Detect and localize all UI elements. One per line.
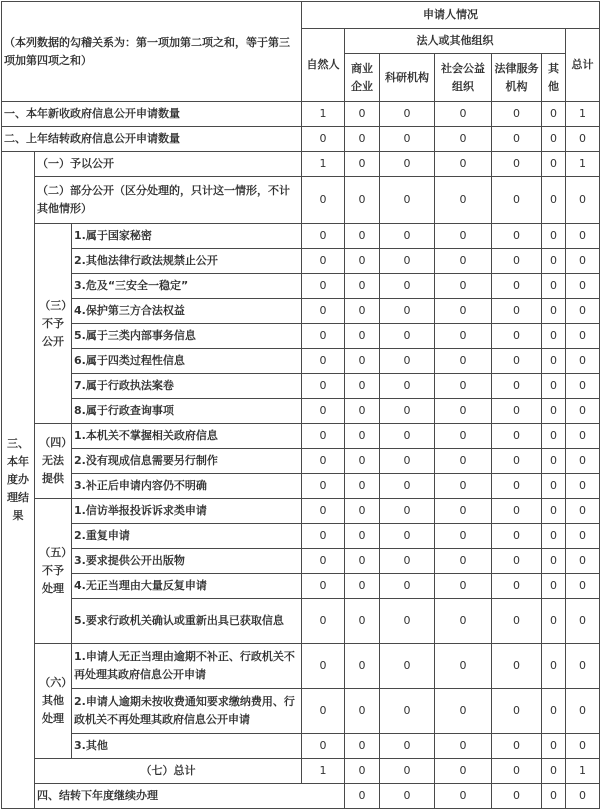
other-header: 其他 <box>542 54 566 102</box>
cell: 0 <box>345 177 380 224</box>
cell: 0 <box>302 249 345 274</box>
cell: 0 <box>302 349 345 374</box>
cell: 0 <box>542 759 566 784</box>
cell: 0 <box>302 274 345 299</box>
cell: 0 <box>345 549 380 574</box>
table-row <box>2 127 600 152</box>
cell: 0 <box>492 689 542 734</box>
cell: 0 <box>345 102 380 127</box>
natural-person-header: 自然人 <box>302 29 345 102</box>
row-label: （七）总计 <box>35 759 302 784</box>
cell: 0 <box>380 424 435 449</box>
cell: 0 <box>542 299 566 324</box>
cell: 0 <box>380 759 435 784</box>
table-row <box>2 474 600 499</box>
table-row <box>2 224 600 249</box>
cell: 0 <box>492 549 542 574</box>
table-row <box>2 299 600 324</box>
group4-label: （四）无法提供 <box>35 424 72 499</box>
row-label: 2.其他法律行政法规禁止公开 <box>72 249 302 274</box>
cell: 0 <box>302 299 345 324</box>
social-header: 社会公益组织 <box>435 54 492 102</box>
row-label: 5.要求行政机关确认或重新出具已获取信息 <box>72 599 302 644</box>
cell: 0 <box>302 474 345 499</box>
cell: 0 <box>435 152 492 177</box>
cell: 0 <box>542 374 566 399</box>
cell: 0 <box>566 474 600 499</box>
cell: 0 <box>345 224 380 249</box>
group5-label: （五）不予处理 <box>35 499 72 644</box>
cell: 0 <box>345 449 380 474</box>
table-row <box>2 689 600 734</box>
cell: 0 <box>492 152 542 177</box>
cell: 0 <box>542 399 566 424</box>
cell: 0 <box>566 249 600 274</box>
row-label: （二）部分公开（区分处理的，只计这一情形，不计其他情形） <box>35 177 302 224</box>
cell: 0 <box>380 734 435 759</box>
cell: 0 <box>566 374 600 399</box>
cell: 0 <box>542 177 566 224</box>
cell: 0 <box>435 574 492 599</box>
cell: 0 <box>302 374 345 399</box>
cell: 0 <box>345 474 380 499</box>
cell: 0 <box>435 399 492 424</box>
cell: 0 <box>435 734 492 759</box>
cell: 0 <box>566 224 600 249</box>
cell: 0 <box>566 784 600 809</box>
cell: 0 <box>492 734 542 759</box>
disclosure-stats-table <box>1 1 600 809</box>
legal-service-header: 法律服务机构 <box>492 54 542 102</box>
table-row <box>2 784 600 809</box>
cell: 0 <box>302 399 345 424</box>
cell: 0 <box>542 274 566 299</box>
cell: 0 <box>435 599 492 644</box>
table-row <box>2 249 600 274</box>
cell: 1 <box>566 152 600 177</box>
row-label: 1.申请人无正当理由逾期不补正、行政机关不再处理其政府信息公开申请 <box>72 644 302 689</box>
cell: 0 <box>302 324 345 349</box>
cell: 0 <box>435 549 492 574</box>
cell: 0 <box>345 759 380 784</box>
cell: 0 <box>380 399 435 424</box>
table-row <box>2 274 600 299</box>
cell: 0 <box>566 424 600 449</box>
cell: 0 <box>345 599 380 644</box>
cell: 0 <box>380 689 435 734</box>
cell: 0 <box>345 299 380 324</box>
table-row <box>2 177 600 224</box>
cell: 0 <box>380 449 435 474</box>
cell: 0 <box>542 349 566 374</box>
row-label: 1.信访举报投诉诉求类申请 <box>72 499 302 524</box>
cell: 0 <box>302 424 345 449</box>
cell: 0 <box>492 524 542 549</box>
table-row <box>2 734 600 759</box>
table-row <box>2 644 600 689</box>
cell: 0 <box>435 424 492 449</box>
cell: 0 <box>302 644 345 689</box>
cell: 0 <box>492 644 542 689</box>
table-row <box>2 102 600 127</box>
row-label: 3.其他 <box>72 734 302 759</box>
cell: 0 <box>380 349 435 374</box>
cell: 0 <box>542 474 566 499</box>
cell: 0 <box>542 499 566 524</box>
cell: 0 <box>435 784 492 809</box>
cell: 0 <box>302 499 345 524</box>
cell: 0 <box>492 127 542 152</box>
cell: 0 <box>566 734 600 759</box>
cell: 0 <box>345 499 380 524</box>
cell: 0 <box>492 499 542 524</box>
cell: 0 <box>542 644 566 689</box>
cell: 0 <box>345 644 380 689</box>
cell: 0 <box>492 599 542 644</box>
cell: 0 <box>380 374 435 399</box>
cell: 0 <box>380 784 435 809</box>
applicant-info-header: 申请人情况 <box>302 2 600 29</box>
commercial-header: 商业企业 <box>345 54 380 102</box>
cell: 0 <box>542 574 566 599</box>
cell: 0 <box>492 274 542 299</box>
cell: 0 <box>492 349 542 374</box>
cell: 0 <box>542 152 566 177</box>
row-label: 2.没有现成信息需要另行制作 <box>72 449 302 474</box>
cell: 0 <box>302 549 345 574</box>
row-label: 2.申请人逾期未按收费通知要求缴纳费用、行政机关不再处理其政府信息公开申请 <box>72 689 302 734</box>
row-label: 4.保护第三方合法权益 <box>72 299 302 324</box>
cell: 0 <box>492 324 542 349</box>
cell: 0 <box>380 574 435 599</box>
cell: 0 <box>492 249 542 274</box>
cell: 0 <box>380 299 435 324</box>
cell: 0 <box>435 759 492 784</box>
row-label: 二、上年结转政府信息公开申请数量 <box>2 127 302 152</box>
cell: 0 <box>380 102 435 127</box>
cell: 0 <box>302 574 345 599</box>
cell: 0 <box>380 474 435 499</box>
table-row <box>2 399 600 424</box>
cell: 0 <box>435 177 492 224</box>
cell: 0 <box>435 644 492 689</box>
row-label: 2.重复申请 <box>72 524 302 549</box>
cell: 0 <box>435 102 492 127</box>
cell: 1 <box>302 152 345 177</box>
cell: 0 <box>542 524 566 549</box>
cell: 0 <box>435 324 492 349</box>
cell: 0 <box>566 299 600 324</box>
cell: 0 <box>566 689 600 734</box>
row-label: 7.属于行政执法案卷 <box>72 374 302 399</box>
cell: 0 <box>542 689 566 734</box>
table-row <box>2 499 600 524</box>
cell: 0 <box>302 734 345 759</box>
cell: 0 <box>566 524 600 549</box>
cell: 0 <box>302 127 345 152</box>
cell: 0 <box>345 399 380 424</box>
cell: 0 <box>302 689 345 734</box>
cell: 0 <box>435 274 492 299</box>
cell: 0 <box>566 549 600 574</box>
row-label: 一、本年新收政府信息公开申请数量 <box>2 102 302 127</box>
row-label: 5.属于三类内部事务信息 <box>72 324 302 349</box>
cell: 0 <box>492 759 542 784</box>
cell: 0 <box>566 599 600 644</box>
cell: 0 <box>380 549 435 574</box>
cell: 1 <box>302 102 345 127</box>
cell: 0 <box>435 374 492 399</box>
cell: 0 <box>302 524 345 549</box>
cell: 0 <box>380 324 435 349</box>
table-row <box>2 349 600 374</box>
cell: 0 <box>435 127 492 152</box>
row-label: 1.本机关不掌握相关政府信息 <box>72 424 302 449</box>
cell: 0 <box>380 524 435 549</box>
cell: 0 <box>566 324 600 349</box>
row-label: 3.要求提供公开出版物 <box>72 549 302 574</box>
cell: 0 <box>542 127 566 152</box>
cell: 0 <box>542 102 566 127</box>
cell: 0 <box>435 224 492 249</box>
legal-group-header: 法人或其他组织 <box>345 29 566 54</box>
table-row <box>2 599 600 644</box>
cell: 0 <box>566 399 600 424</box>
row-label: 四、结转下年度继续办理 <box>35 784 345 809</box>
cell: 0 <box>566 499 600 524</box>
cell: 1 <box>302 759 345 784</box>
cell: 0 <box>302 177 345 224</box>
table-row <box>2 549 600 574</box>
cell: 0 <box>542 599 566 644</box>
cell: 0 <box>345 349 380 374</box>
cell: 0 <box>435 499 492 524</box>
table-row <box>2 152 600 177</box>
cell: 0 <box>542 734 566 759</box>
cell: 0 <box>380 152 435 177</box>
cell: 0 <box>542 224 566 249</box>
row-label: 3.危及“三安全一稳定” <box>72 274 302 299</box>
cell: 0 <box>542 549 566 574</box>
cell: 0 <box>380 274 435 299</box>
cell: 0 <box>492 449 542 474</box>
row-label: （一）予以公开 <box>35 152 302 177</box>
cell: 0 <box>566 644 600 689</box>
group3-label: （三）不予公开 <box>35 224 72 424</box>
cell: 0 <box>435 474 492 499</box>
row-label: 3.补正后申请内容仍不明确 <box>72 474 302 499</box>
cell: 0 <box>345 127 380 152</box>
cell: 0 <box>492 374 542 399</box>
row-label: 6.属于四类过程性信息 <box>72 349 302 374</box>
cell: 1 <box>566 759 600 784</box>
cell: 0 <box>566 349 600 374</box>
cell: 0 <box>380 224 435 249</box>
cell: 0 <box>345 274 380 299</box>
cell: 0 <box>435 349 492 374</box>
row-label: 8.属于行政查询事项 <box>72 399 302 424</box>
cell: 0 <box>492 784 542 809</box>
cell: 0 <box>345 524 380 549</box>
cell: 0 <box>345 574 380 599</box>
table-row <box>2 759 600 784</box>
cell: 0 <box>566 574 600 599</box>
cell: 0 <box>435 449 492 474</box>
cell: 0 <box>380 644 435 689</box>
cell: 0 <box>566 449 600 474</box>
cell: 0 <box>380 127 435 152</box>
table-row <box>2 374 600 399</box>
cell: 0 <box>345 734 380 759</box>
cell: 0 <box>492 102 542 127</box>
cell: 0 <box>435 299 492 324</box>
cell: 0 <box>345 689 380 734</box>
cell: 0 <box>302 449 345 474</box>
cell: 0 <box>542 424 566 449</box>
table-row <box>2 449 600 474</box>
cell: 0 <box>542 449 566 474</box>
cell: 0 <box>492 424 542 449</box>
research-header: 科研机构 <box>380 54 435 102</box>
row-label: 1.属于国家秘密 <box>72 224 302 249</box>
cell: 0 <box>492 474 542 499</box>
table-row <box>2 524 600 549</box>
cell: 0 <box>492 224 542 249</box>
cell: 0 <box>302 224 345 249</box>
cell: 0 <box>492 399 542 424</box>
cell: 0 <box>435 249 492 274</box>
total-header: 总计 <box>566 29 600 102</box>
cell: 0 <box>435 689 492 734</box>
cell: 0 <box>380 249 435 274</box>
cell: 0 <box>542 784 566 809</box>
cell: 0 <box>345 324 380 349</box>
cell: 0 <box>542 324 566 349</box>
cell: 0 <box>380 499 435 524</box>
cell: 0 <box>566 127 600 152</box>
cell: 0 <box>345 249 380 274</box>
cell: 0 <box>380 599 435 644</box>
cell: 0 <box>492 177 542 224</box>
table-row <box>2 324 600 349</box>
table-note-header: （本列数据的勾稽关系为：第一项加第二项之和，等于第三项加第四项之和） <box>2 2 302 102</box>
cell: 0 <box>566 274 600 299</box>
cell: 0 <box>492 299 542 324</box>
cell: 0 <box>435 524 492 549</box>
cell: 0 <box>345 424 380 449</box>
table-row <box>2 574 600 599</box>
cell: 0 <box>345 152 380 177</box>
cell: 0 <box>345 374 380 399</box>
cell: 0 <box>566 177 600 224</box>
section3-label: 三、本年度办理结果 <box>2 152 35 809</box>
group6-label: （六）其他处理 <box>35 644 72 759</box>
cell: 0 <box>542 249 566 274</box>
cell: 0 <box>492 574 542 599</box>
cell: 0 <box>302 599 345 644</box>
cell: 1 <box>566 102 600 127</box>
cell: 0 <box>345 784 380 809</box>
cell: 0 <box>380 177 435 224</box>
row-label: 4.无正当理由大量反复申请 <box>72 574 302 599</box>
table-row <box>2 424 600 449</box>
